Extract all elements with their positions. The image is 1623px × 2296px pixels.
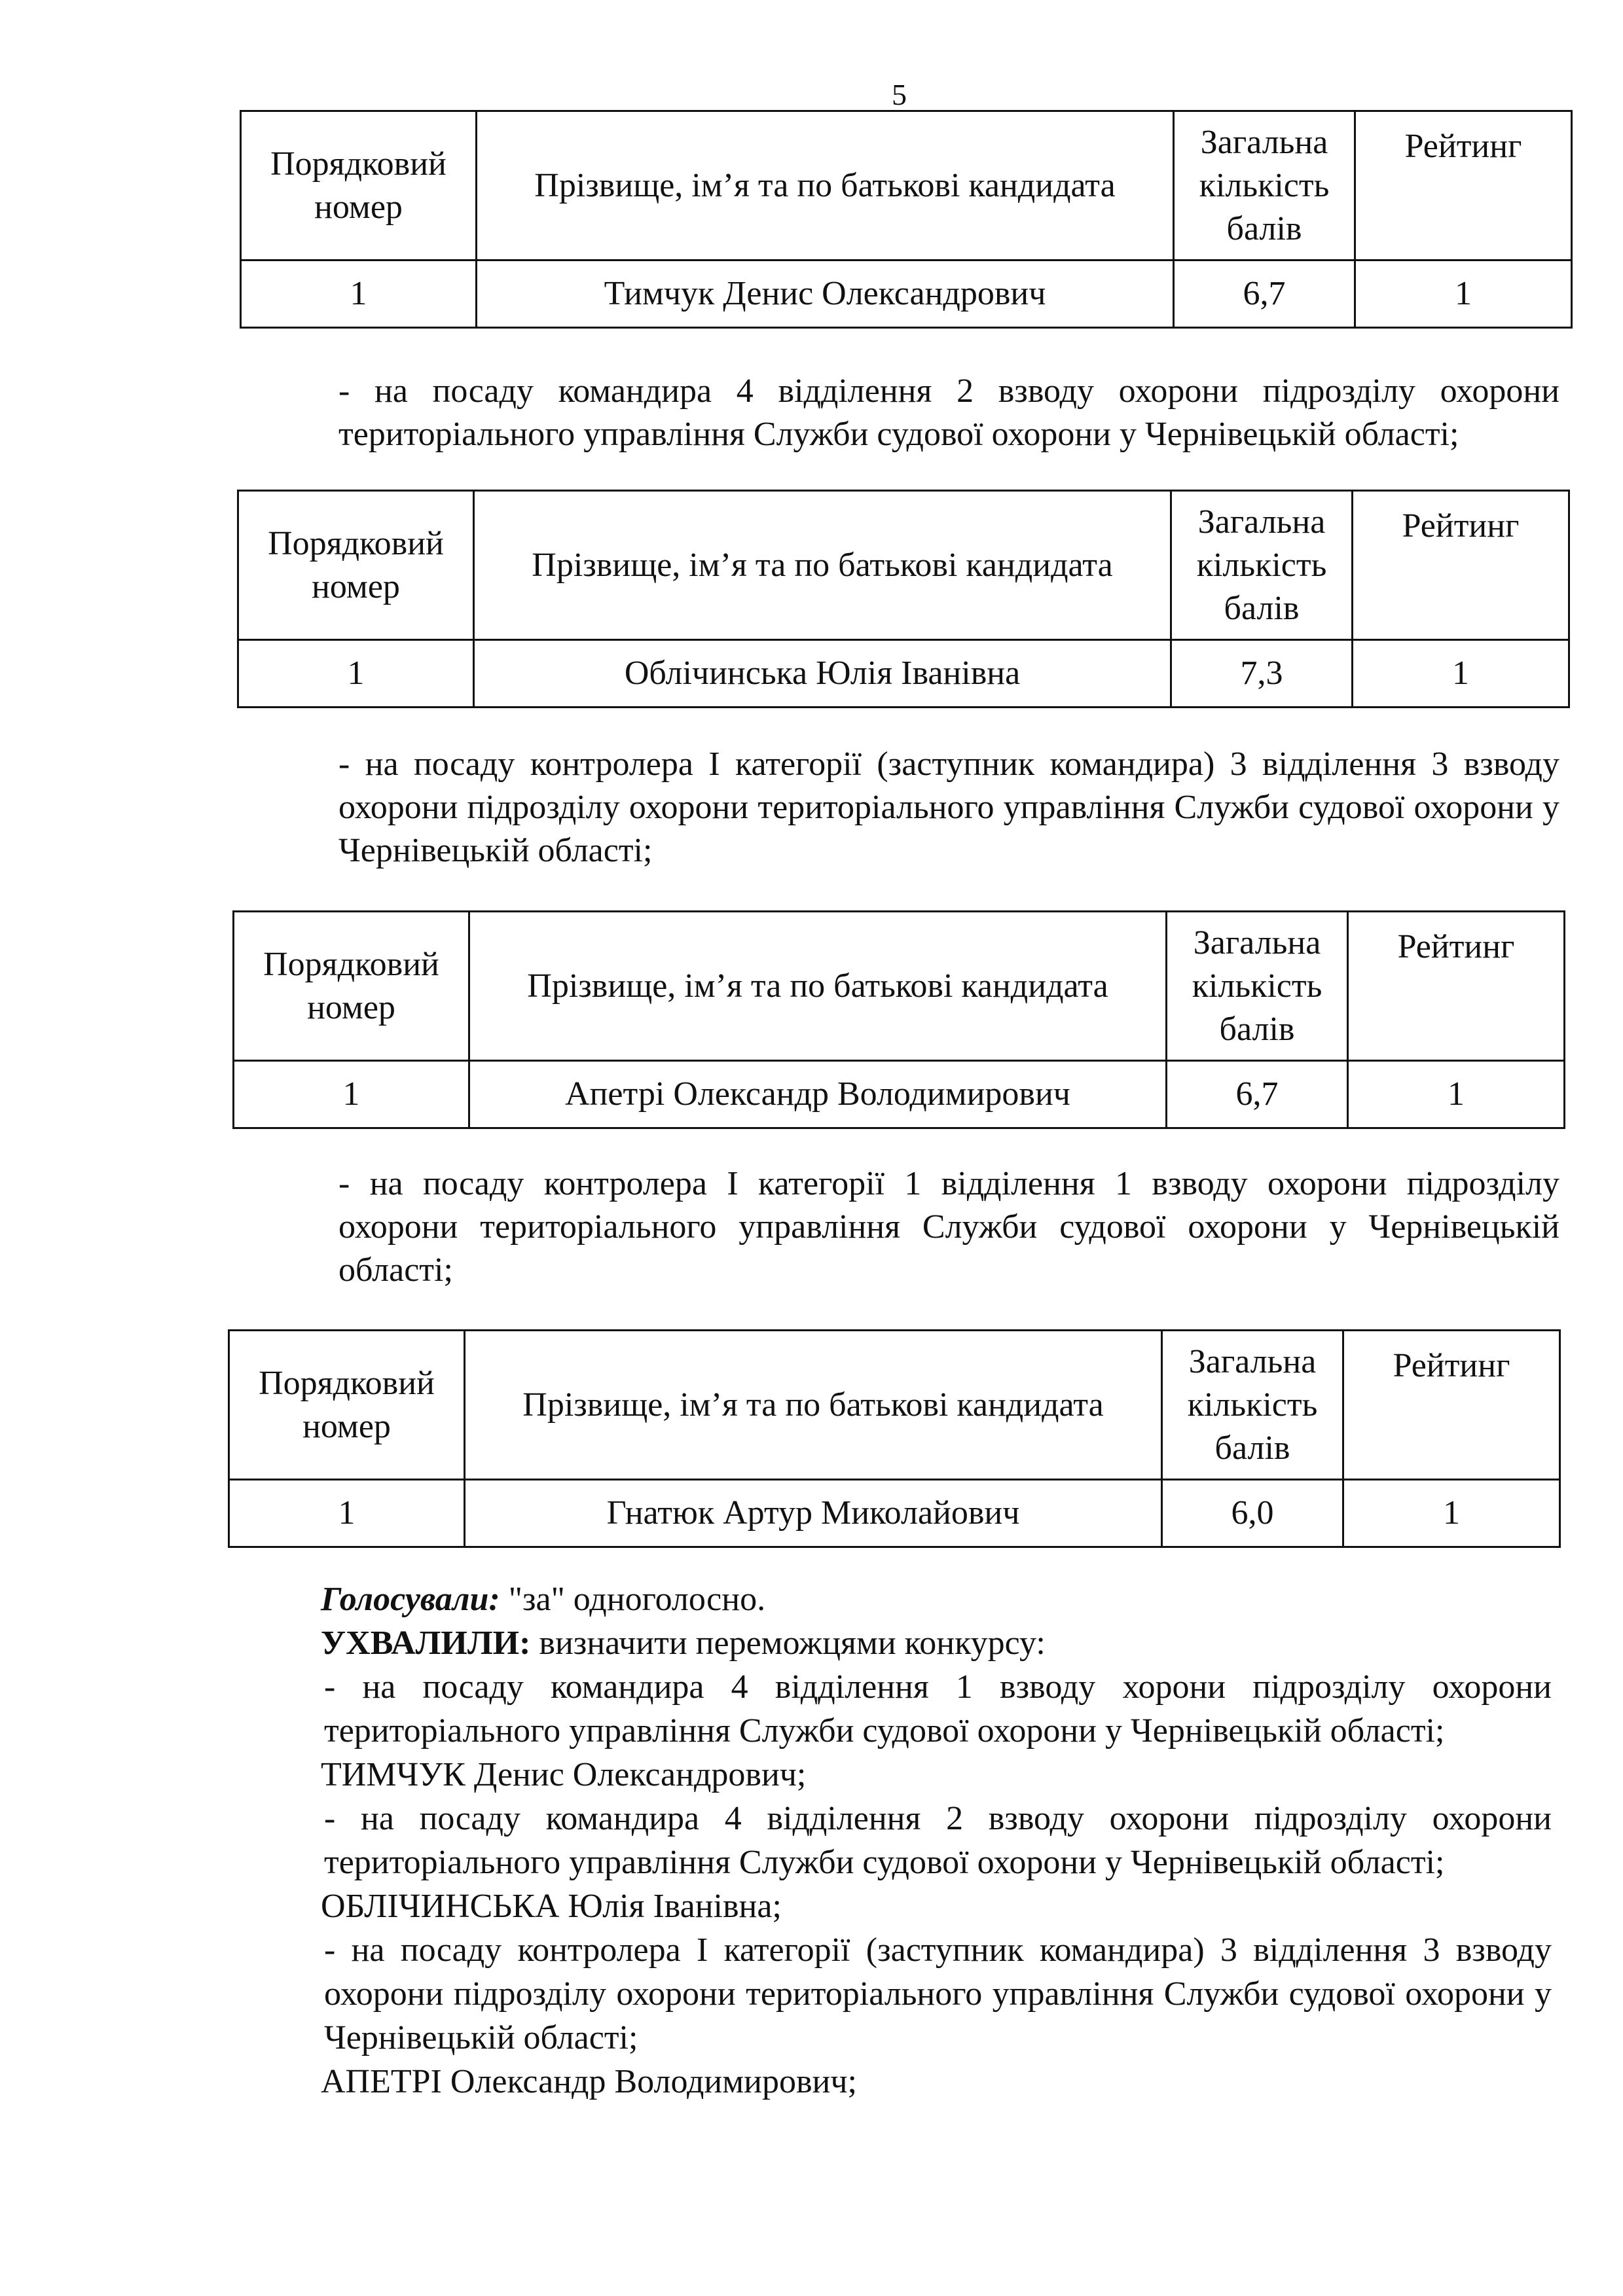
cell-score: 7,3 xyxy=(1171,640,1353,708)
header-number: Порядковий номер xyxy=(238,491,474,640)
candidate-table-4 xyxy=(228,1329,1561,1548)
header-rating: Рейтинг xyxy=(1348,912,1565,1061)
page-number: 5 xyxy=(892,78,907,111)
cell-name: Тимчук Денис Олександрович xyxy=(477,260,1174,328)
header-score: Загальна кількість балів xyxy=(1167,912,1348,1061)
cell-name: Облічинська Юлія Іванівна xyxy=(474,640,1171,708)
cell-rating: 1 xyxy=(1348,1061,1565,1128)
winner-name-2: ОБЛІЧИНСЬКА Юлія Іванівна; xyxy=(321,1888,782,1925)
candidate-table-3 xyxy=(232,910,1565,1129)
header-rating: Рейтинг xyxy=(1355,111,1572,260)
table-row xyxy=(229,1480,1560,1547)
table-row xyxy=(238,640,1569,708)
candidate-table-2 xyxy=(237,490,1570,708)
cell-number: 1 xyxy=(238,640,474,708)
header-rating: Рейтинг xyxy=(1353,491,1569,640)
cell-rating: 1 xyxy=(1343,1480,1560,1547)
header-number: Порядковий номер xyxy=(241,111,477,260)
cell-name: Гнатюк Артур Миколайович xyxy=(465,1480,1162,1547)
cell-score: 6,7 xyxy=(1174,260,1355,328)
cell-rating: 1 xyxy=(1355,260,1572,328)
candidate-table-1 xyxy=(240,110,1573,329)
table-row xyxy=(241,260,1572,328)
header-score: Загальна кількість балів xyxy=(1171,491,1353,640)
cell-name: Апетрі Олександр Володимирович xyxy=(469,1061,1167,1128)
header-number: Порядковий номер xyxy=(229,1331,465,1480)
header-name: Прізвище, ім’я та по батькові кандидата xyxy=(469,912,1167,1061)
cell-rating: 1 xyxy=(1353,640,1569,708)
header-name: Прізвище, ім’я та по батькові кандидата xyxy=(474,491,1171,640)
header-score: Загальна кількість балів xyxy=(1174,111,1355,260)
cell-number: 1 xyxy=(234,1061,469,1128)
winner-name-1: ТИМЧУК Денис Олександрович; xyxy=(321,1756,807,1793)
decision-line: УХВАЛИЛИ: визначити переможцями конкурсу: xyxy=(321,1624,1046,1662)
winner-position-2: - на посаду командира 4 відділення 2 взводу охорони підрозділу охорони територіального управління Служби судової охорони у Чернівецькій області; xyxy=(324,1800,1552,1881)
cell-score: 6,0 xyxy=(1162,1480,1343,1547)
position-paragraph-1: - на посаду командира 4 відділення 2 взводу охорони підрозділу охорони територіального управління Служби судової охорони у Чернівецькій області; xyxy=(338,372,1559,453)
table-row xyxy=(234,1061,1565,1128)
cell-number: 1 xyxy=(241,260,477,328)
header-score: Загальна кількість балів xyxy=(1162,1331,1343,1480)
vote-line: Голосували: "за" одноголосно. xyxy=(321,1581,766,1618)
position-paragraph-3: - на посаду контролера І категорії 1 відділення 1 взводу охорони підрозділу охорони територіального управління Служби судової охорони у Чернівецькій області; xyxy=(338,1165,1559,1289)
winner-position-3: - на посаду контролера І категорії (заступник командира) 3 відділення 3 взводу охорони підрозділу охорони територіального управління Служби судової охорони у Чернівецькій області; xyxy=(324,1931,1552,2056)
winner-name-3: АПЕТРІ Олександр Володимирович; xyxy=(321,2063,857,2100)
header-name: Прізвище, ім’я та по батькові кандидата xyxy=(477,111,1174,260)
winner-position-1: - на посаду командира 4 відділення 1 взводу хорони підрозділу охорони територіального управління Служби судової охорони у Чернівецькій області; xyxy=(324,1668,1552,1749)
cell-score: 6,7 xyxy=(1167,1061,1348,1128)
header-rating: Рейтинг xyxy=(1343,1331,1560,1480)
decision-section xyxy=(223,1577,1552,2104)
cell-number: 1 xyxy=(229,1480,465,1547)
position-paragraph-2: - на посаду контролера І категорії (заступник командира) 3 відділення 3 взводу охорони підрозділу охорони територіального управління Служби судової охорони у Чернівецькій області; xyxy=(338,745,1559,869)
header-name: Прізвище, ім’я та по батькові кандидата xyxy=(465,1331,1162,1480)
header-number: Порядковий номер xyxy=(234,912,469,1061)
